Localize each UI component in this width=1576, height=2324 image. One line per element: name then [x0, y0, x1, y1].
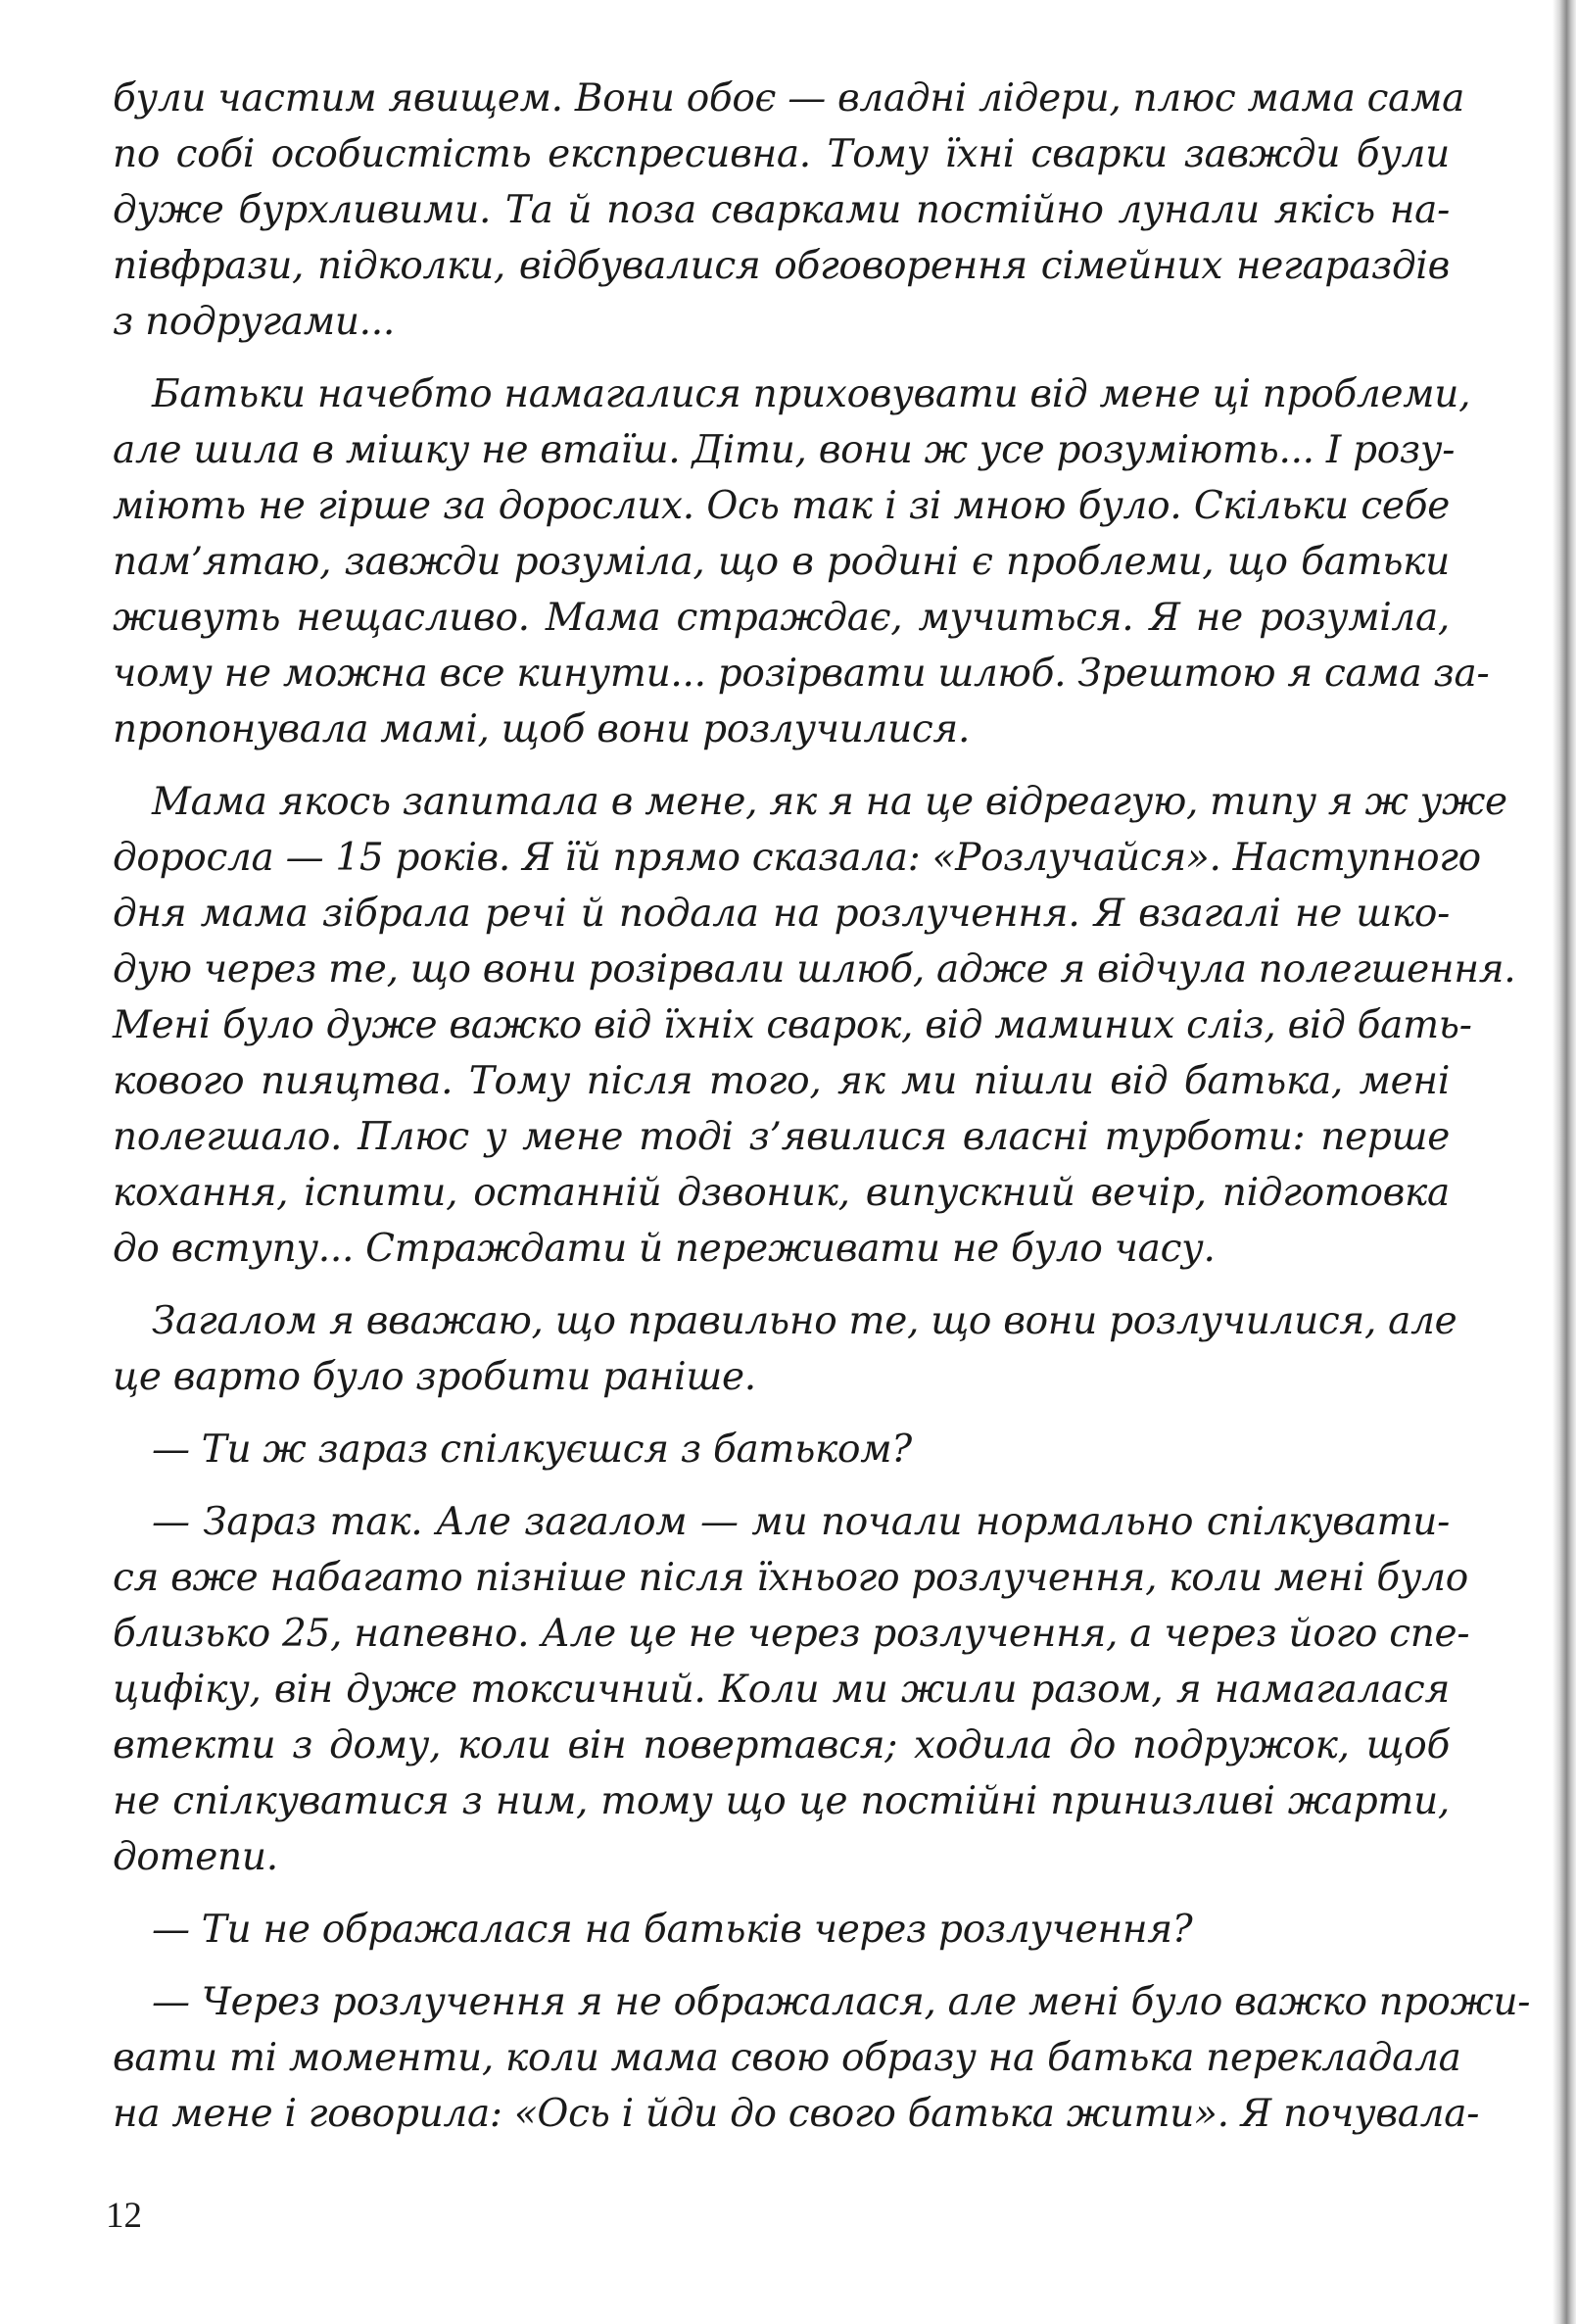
text-line: кового пияцтва. Тому після того, як ми пішли від батька, мені [113, 1059, 1450, 1103]
text-line: з подругами... [113, 300, 395, 344]
text-line: Мама якось запитала в мене, як я на це відреагую, типу я ж уже [152, 780, 1507, 824]
text-line: дня мама зібрала речі й подала на розлучення. Я взагалі не шко- [113, 892, 1450, 936]
text-line: були частим явищем. Вони обоє — владні лідери, плюс мама сама [113, 76, 1465, 121]
text-line: близько 25, напевно. Але це не через розлучення, а через його спе- [113, 1612, 1470, 1656]
text-line: кохання, іспити, останній дзвоник, випускний вечір, підготовка [113, 1171, 1450, 1215]
text-line: вати ті моменти, коли мама свою образу на батька перекладала [113, 2036, 1461, 2080]
text-line: — Ти ж зараз спілкуєшся з батьком? [152, 1428, 912, 1472]
text-line: — Ти не ображалася на батьків через розлучення? [152, 1908, 1193, 1952]
paragraph [113, 774, 1516, 1277]
text-line: міють не гірше за дорослих. Ось так і зі мною було. Скільки себе [113, 484, 1450, 528]
text-line: Мені було дуже важко від їхніх сварок, від маминих сліз, від бать- [113, 1003, 1472, 1047]
text-line: пропонувала мамі, щоб вони розлучилися. [113, 707, 971, 751]
text-line: чому не можна все кинути... розірвати шлюб. Зрештою я сама за- [113, 652, 1490, 696]
paragraph [113, 1494, 1470, 1885]
text-line: дуже бурхливими. Та й поза сварками постійно лунали якісь на- [113, 188, 1450, 232]
text-line: ся вже набагато пізніше після їхнього розлучення, коли мені було [113, 1556, 1468, 1600]
page-edge-shadow [1552, 0, 1576, 2324]
text-line: це варто було зробити раніше. [113, 1355, 756, 1399]
text-line: але шила в мішку не втаїш. Діти, вони ж усе розуміють... І розу- [113, 428, 1456, 472]
paragraph [113, 1902, 1450, 1958]
text-line: — Через розлучення я не ображалася, але мені було важко прожи- [152, 1980, 1531, 2024]
text-line: живуть нещасливо. Мама страждає, мучиться. Я не розуміла, [113, 596, 1450, 640]
text-line: пам’ятаю, завжди розуміла, що в родині є проблеми, що батьки [113, 540, 1450, 584]
text-line: дотепи. [113, 1835, 278, 1879]
text-line: на мене і говорила: «Ось і йди до свого батька жити». Я почувала- [113, 2092, 1480, 2136]
text-line: Батьки начебто намагалися приховувати від мене ці проблеми, [152, 372, 1471, 416]
text-line: — Зараз так. Але загалом — ми почали нормально спілкувати- [152, 1500, 1450, 1544]
paragraph [113, 1293, 1457, 1405]
text-line: дую через те, що вони розірвали шлюб, адже я відчула полегшення. [113, 947, 1516, 992]
text-line: до вступу... Страждати й переживати не було часу. [113, 1227, 1216, 1271]
text-line: доросла — 15 років. Я їй прямо сказала: «Розлучайся». Наступного [113, 836, 1481, 880]
text-line: по собі особистість експресивна. Тому їхні сварки завжди були [113, 132, 1450, 176]
paragraph [113, 1974, 1531, 2142]
text-line: півфрази, підколки, відбувалися обговорення сімейних негараздів [113, 244, 1450, 288]
paragraph [113, 1422, 1450, 1477]
text-line: Загалом я вважаю, що правильно те, що вони розлучилися, але [152, 1299, 1457, 1343]
text-line: полегшало. Плюс у мене тоді з’явилися власні турботи: перше [113, 1115, 1450, 1159]
paragraph [113, 71, 1465, 350]
text-line: втекти з дому, коли він повертався; ходила до подружок, щоб [113, 1723, 1450, 1767]
body-text [113, 71, 1531, 2158]
text-line: цифіку, він дуже токсичний. Коли ми жили разом, я намагалася [113, 1668, 1450, 1712]
text-line: не спілкуватися з ним, тому що це постійні принизливі жарти, [113, 1779, 1450, 1823]
page-number: 12 [106, 2196, 142, 2236]
paragraph [113, 366, 1490, 757]
